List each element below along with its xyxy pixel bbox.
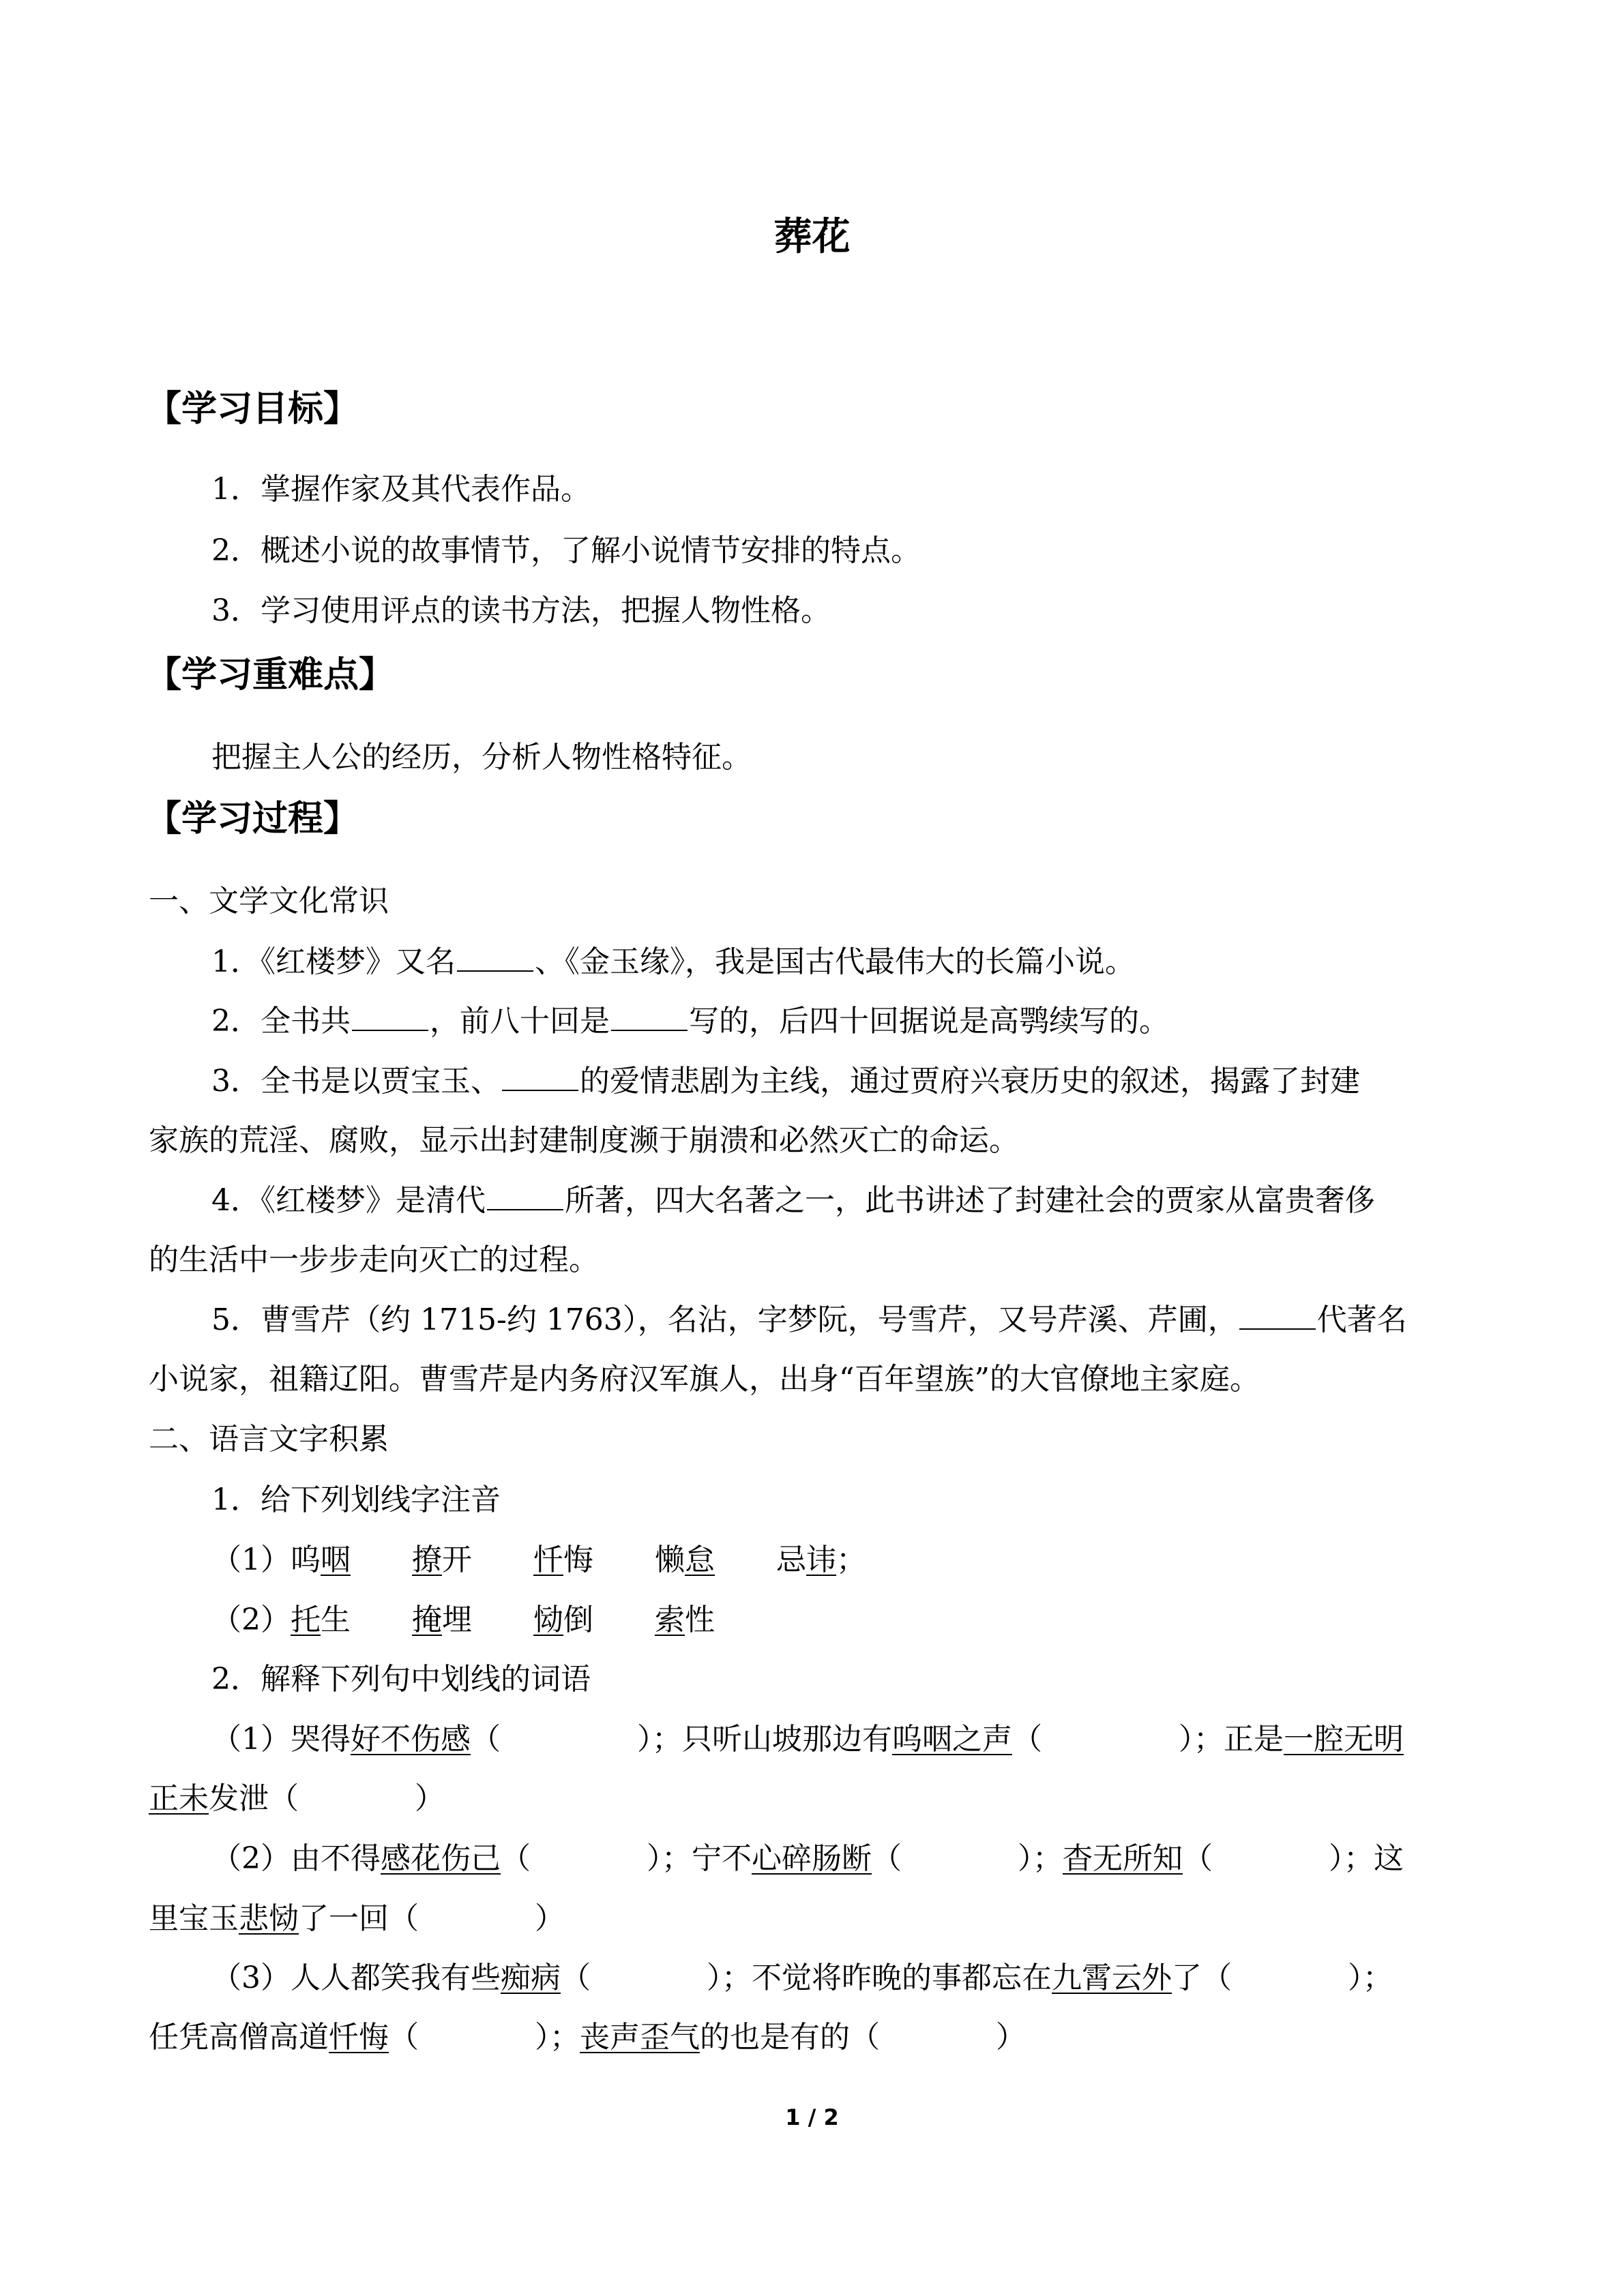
word-char: 懒: [655, 1542, 685, 1577]
sentence-text: （: [1183, 1841, 1213, 1876]
underlined-char: 托: [291, 1602, 321, 1637]
answer-blank[interactable]: [502, 1062, 578, 1091]
question-4: [211, 1180, 1375, 1221]
goal-item: 2．概述小说的故事情节，了解小说情节安排的特点。: [211, 533, 921, 568]
underlined-phrase: 忏悔: [329, 2020, 389, 2055]
question-text: 3．全书是以贾宝玉、: [211, 1064, 501, 1099]
question-text: 2．全书共: [211, 1004, 351, 1039]
sentence-3: [211, 1958, 1393, 1999]
question-3: [211, 1061, 1360, 1102]
sentence-text: ）；: [1348, 1960, 1393, 1995]
sentence-text: ）: [535, 1901, 565, 1936]
sentence-3-continued: [149, 2017, 1026, 2058]
sentence-2: [211, 1838, 1404, 1879]
sentence-text: 里宝玉: [149, 1901, 239, 1936]
sentence-1-continued: [149, 1778, 445, 1819]
underlined-phrase: 好不伤感: [351, 1722, 471, 1757]
underlined-phrase: 悲恸: [239, 1901, 299, 1936]
sentence-text: 的也是有的（: [700, 2020, 880, 2055]
underlined-char: 索: [655, 1602, 685, 1637]
part1-heading: 一、文学文化常识: [149, 884, 389, 919]
sentence-text: ）；: [535, 2020, 580, 2055]
word-char: 悔: [563, 1542, 593, 1577]
question-text: 的爱情悲剧为主线，通过贾府兴衰历史的叙述，揭露了封建: [580, 1064, 1360, 1099]
sentence-text: ）；不觉将昨晚的事都忘在: [707, 1960, 1052, 1995]
goal-item: 3．学习使用评点的读书方法，把握人物性格。: [211, 593, 831, 628]
question-text: 所著，四大名著之一，此书讲述了封建社会的贾家从富贵奢侈: [565, 1183, 1375, 1218]
sentence-text: ）；宁不: [647, 1841, 752, 1876]
underlined-phrase: 九霄云外: [1052, 1960, 1172, 1995]
word-char: 生: [321, 1602, 351, 1637]
row-number: （1）: [211, 1542, 291, 1577]
question-text: 、《金玉缘》，我是国古代最伟大的长篇小说。: [535, 944, 1135, 979]
sentence-text: 任凭高僧高道: [149, 2020, 329, 2055]
question-4-continued: 的生活中一步步走向灭亡的过程。: [149, 1242, 599, 1277]
sentence-text: ）；: [1018, 1841, 1063, 1876]
sentence-text: ）；正是: [1179, 1722, 1284, 1757]
question-text: 代著名: [1316, 1302, 1407, 1337]
sentence-text: ）: [415, 1781, 445, 1816]
word-char: 开: [442, 1542, 472, 1577]
part2-heading: 二、语言文字积累: [149, 1422, 389, 1457]
key-points-heading: 【学习重难点】: [146, 655, 395, 696]
sentence-1: [211, 1719, 1404, 1760]
word-char: 倒: [563, 1602, 593, 1637]
underlined-char: 掩: [412, 1602, 442, 1637]
process-heading: 【学习过程】: [146, 799, 359, 839]
goal-item: 1．掌握作家及其代表作品。: [211, 472, 591, 507]
subquestion-1: 1．给下列划线字注音: [211, 1482, 501, 1517]
sentence-text: 了一回（: [299, 1901, 419, 1936]
sentence-text: （: [1012, 1722, 1042, 1757]
sentence-text: （: [389, 2020, 419, 2055]
sentence-text: （2）由不得: [211, 1841, 381, 1876]
word-char: 埋: [442, 1602, 472, 1637]
sentence-text: （1）哭得: [211, 1722, 351, 1757]
underlined-phrase: 一腔无明: [1284, 1722, 1404, 1757]
word-char: 性: [685, 1602, 715, 1637]
question-text: 1．《红楼梦》又名: [211, 944, 456, 979]
sentence-text: （3）人人都笑我有些: [211, 1960, 501, 1995]
answer-blank[interactable]: [1239, 1301, 1316, 1330]
answer-blank[interactable]: [352, 1002, 428, 1031]
question-text: ，前八十回是: [430, 1004, 610, 1039]
underlined-phrase: 杳无所知: [1063, 1841, 1183, 1876]
key-points-text: 把握主人公的经历，分析人物性格特征。: [211, 740, 752, 775]
punctuation: ；: [836, 1542, 866, 1577]
row-number: （2）: [211, 1602, 291, 1637]
word-char: 呜: [291, 1542, 321, 1577]
underlined-phrase: 感花伤己: [381, 1841, 501, 1876]
sentence-text: ）: [996, 2020, 1026, 2055]
underlined-phrase: 丧声歪气: [580, 2020, 700, 2055]
question-text: 4．《红楼梦》是清代: [211, 1183, 486, 1218]
underlined-char: 讳: [806, 1542, 836, 1577]
pinyin-row-1: [211, 1540, 866, 1581]
question-text: 5．曹雪芹（约 1715-约 1763），名沾，字梦阮，号雪芹，又号芹溪、芹圃，: [211, 1302, 1238, 1337]
question-text: 写的，后四十回据说是高鹗续写的。: [689, 1004, 1169, 1039]
page-number: 1 / 2: [785, 2104, 839, 2130]
goals-heading: 【学习目标】: [146, 389, 359, 430]
sentence-text: ）；这: [1329, 1841, 1404, 1876]
underlined-char: 恸: [533, 1602, 563, 1637]
sentence-text: ）；只听山坡那边有: [637, 1722, 892, 1757]
underlined-phrase: 心碎肠断: [752, 1841, 872, 1876]
page-title: 葬花: [773, 215, 851, 259]
question-5-continued: 小说家，祖籍辽阳。曹雪芹是内务府汉军旗人，出身“百年望族”的大官僚地主家庭。: [149, 1362, 1260, 1397]
pinyin-row-2: [211, 1600, 715, 1641]
sentence-text: 了（: [1172, 1960, 1232, 1995]
underlined-phrase: 正未: [149, 1781, 209, 1816]
subquestion-2: 2．解释下列句中划线的词语: [211, 1662, 591, 1697]
answer-blank[interactable]: [487, 1182, 563, 1210]
underlined-char: 撩: [412, 1542, 442, 1577]
sentence-text: （: [561, 1960, 591, 1995]
sentence-text: （: [471, 1722, 501, 1757]
question-3-continued: 家族的荒淫、腐败，显示出封建制度濒于崩溃和必然灭亡的命运。: [149, 1123, 1019, 1158]
underlined-char: 忏: [533, 1542, 563, 1577]
answer-blank[interactable]: [457, 943, 533, 972]
underlined-char: 怠: [685, 1542, 715, 1577]
underlined-phrase: 痴病: [501, 1960, 561, 1995]
sentence-2-continued: [149, 1898, 565, 1939]
answer-blank[interactable]: [611, 1002, 688, 1031]
underlined-char: 咽: [321, 1542, 351, 1577]
sentence-text: （: [501, 1841, 531, 1876]
question-2: [211, 1001, 1169, 1042]
sentence-text: （: [872, 1841, 902, 1876]
question-1: [211, 942, 1135, 983]
question-5: [211, 1300, 1407, 1341]
word-char: 忌: [776, 1542, 806, 1577]
underlined-phrase: 呜咽之声: [892, 1722, 1012, 1757]
sentence-text: 发泄（: [209, 1781, 299, 1816]
